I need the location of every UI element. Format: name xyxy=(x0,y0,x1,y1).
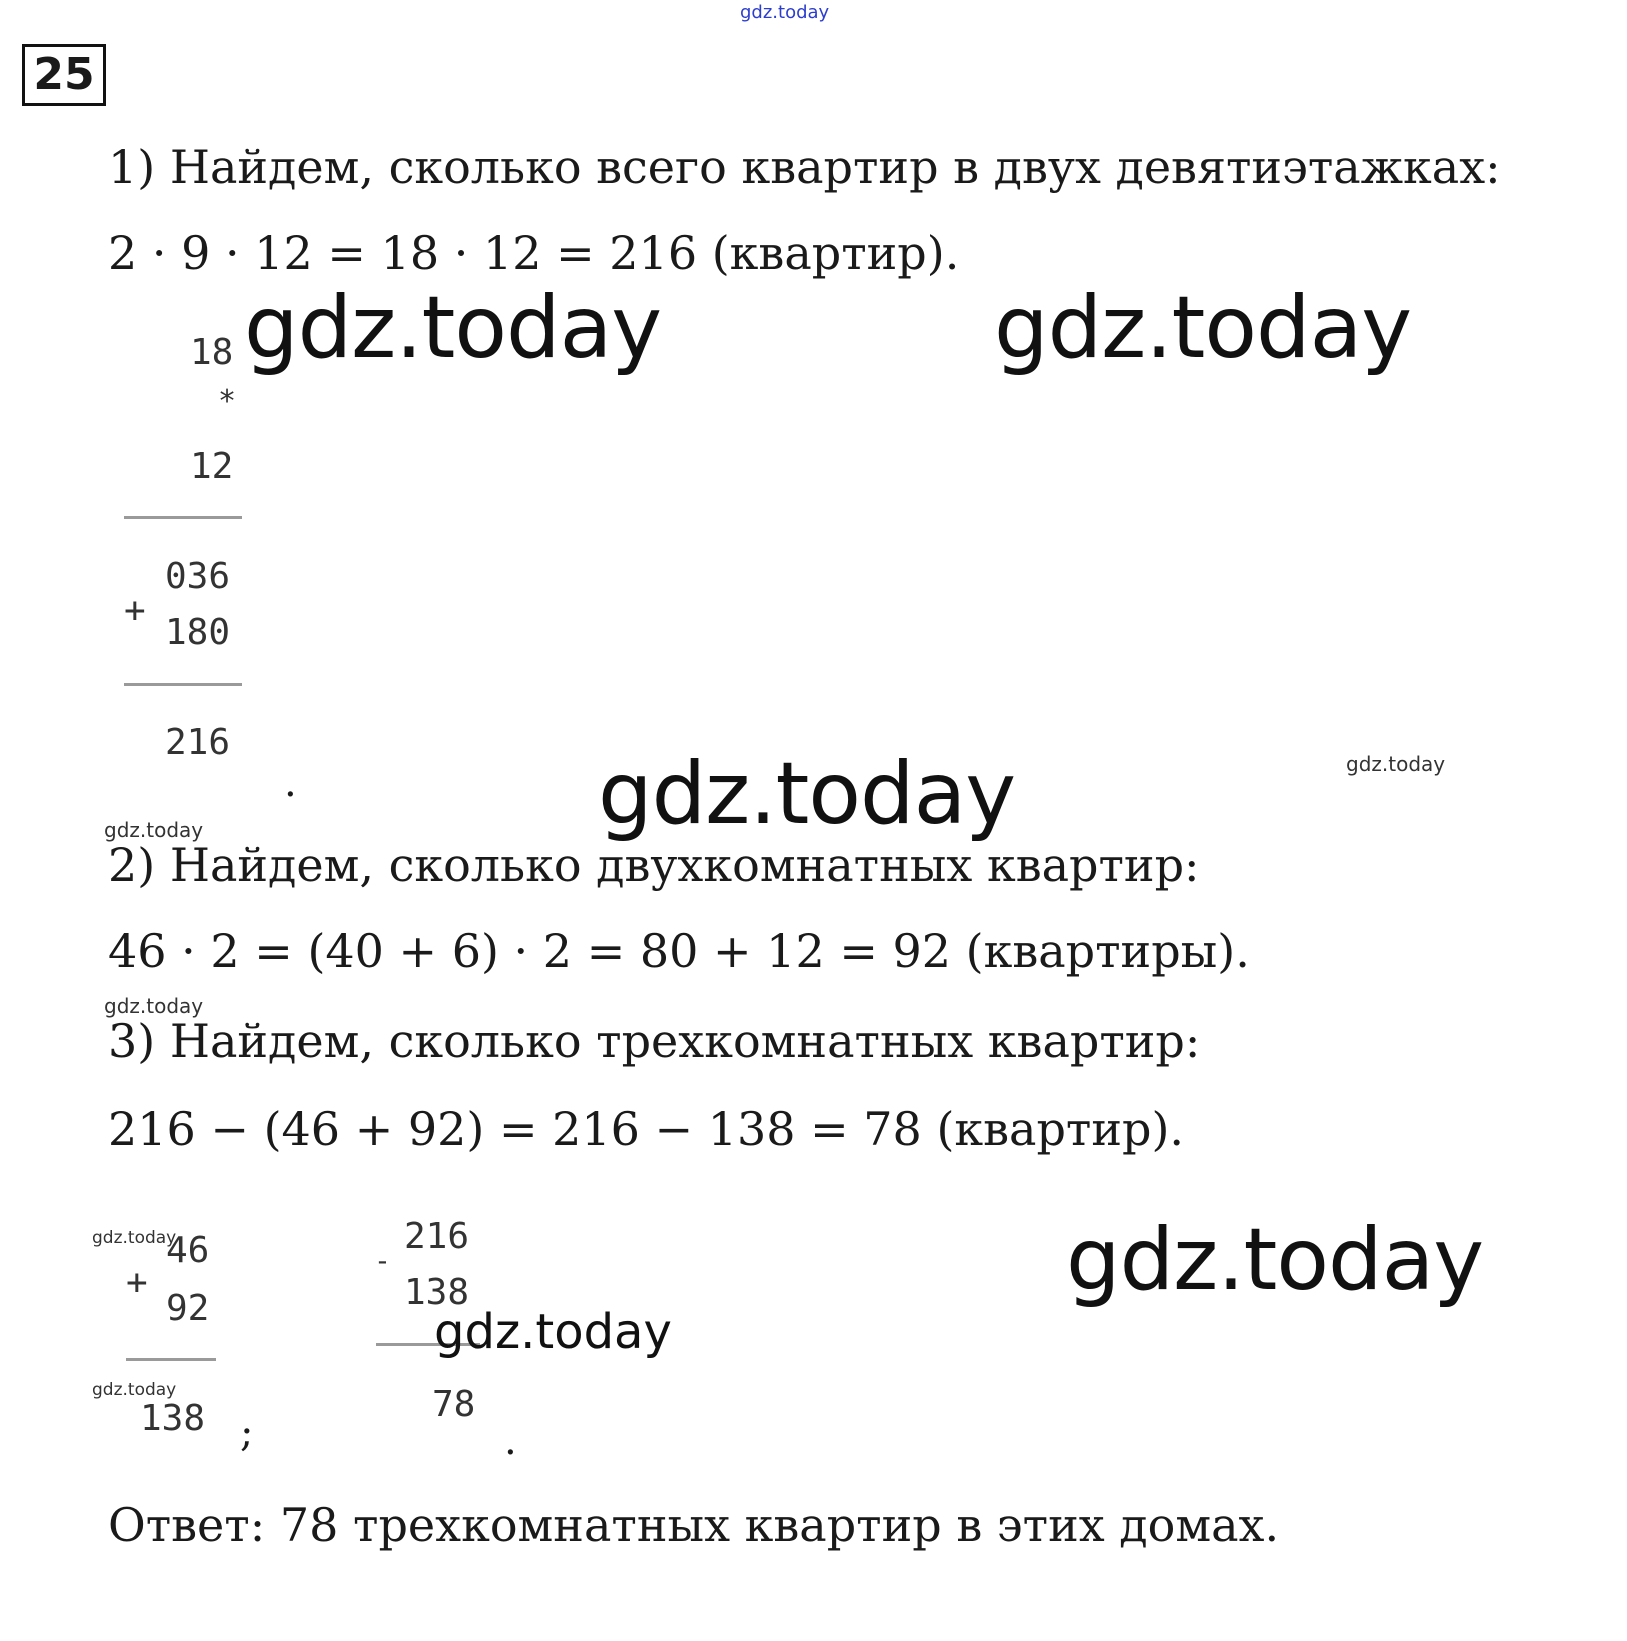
mult-rule-1 xyxy=(124,516,242,519)
sub-operand-b: 138 xyxy=(404,1272,470,1313)
add-operand-a: 46 xyxy=(166,1230,210,1271)
sub-end-dot: . xyxy=(504,1418,517,1464)
watermark-4: gdz.today xyxy=(1066,1210,1484,1310)
answer-text: Ответ: 78 трехкомнатных квартир в этих домах. xyxy=(108,1498,1280,1552)
mult-partial-1: 036 xyxy=(165,556,231,597)
sub-operator: - xyxy=(374,1244,391,1277)
watermark-6: gdz.today xyxy=(1346,752,1446,776)
watermark-8: gdz.today xyxy=(104,994,204,1018)
mult-end-dot: . xyxy=(284,760,297,806)
step-2-text: 2) Найдем, сколько двухкомнатных квартир: xyxy=(108,838,1200,892)
watermark-7: gdz.today xyxy=(104,818,204,842)
step-3-expression: 216 − (46 + 92) = 216 − 138 = 78 (квартир). xyxy=(108,1102,1185,1156)
add-semicolon: ; xyxy=(240,1410,254,1456)
mult-result: 216 xyxy=(165,722,231,763)
add-result: 138 xyxy=(140,1398,206,1439)
mult-operator: * xyxy=(218,384,237,419)
problem-number-box: 25 xyxy=(22,44,106,106)
watermark-9: gdz.today xyxy=(92,1228,177,1248)
step-1-text: 1) Найдем, сколько всего квартир в двух девятиэтажках: xyxy=(108,140,1501,194)
watermark-10: gdz.today xyxy=(92,1380,177,1400)
mult-plus-sign: + xyxy=(124,590,146,631)
mult-partial-2: 180 xyxy=(165,612,231,653)
step-1-expression: 2 · 9 · 12 = 18 · 12 = 216 (квартир). xyxy=(108,226,960,280)
mult-operand-a: 18 xyxy=(190,332,234,373)
sub-result: 78 xyxy=(432,1384,476,1425)
sub-operand-a: 216 xyxy=(404,1216,470,1257)
mult-operand-b: 12 xyxy=(190,446,234,487)
watermark-top: gdz.today xyxy=(740,2,830,23)
step-2-expression: 46 · 2 = (40 + 6) · 2 = 80 + 12 = 92 (квартиры). xyxy=(108,924,1250,978)
mult-rule-2 xyxy=(124,683,242,686)
add-rule xyxy=(126,1358,216,1361)
watermark-5: gdz.today xyxy=(434,1304,672,1360)
watermark-3: gdz.today xyxy=(598,744,1016,844)
add-operator: + xyxy=(126,1262,148,1303)
watermark-1: gdz.today xyxy=(244,278,662,378)
add-operand-b: 92 xyxy=(166,1288,210,1329)
step-3-text: 3) Найдем, сколько трехкомнатных квартир: xyxy=(108,1014,1201,1068)
watermark-2: gdz.today xyxy=(994,278,1412,378)
